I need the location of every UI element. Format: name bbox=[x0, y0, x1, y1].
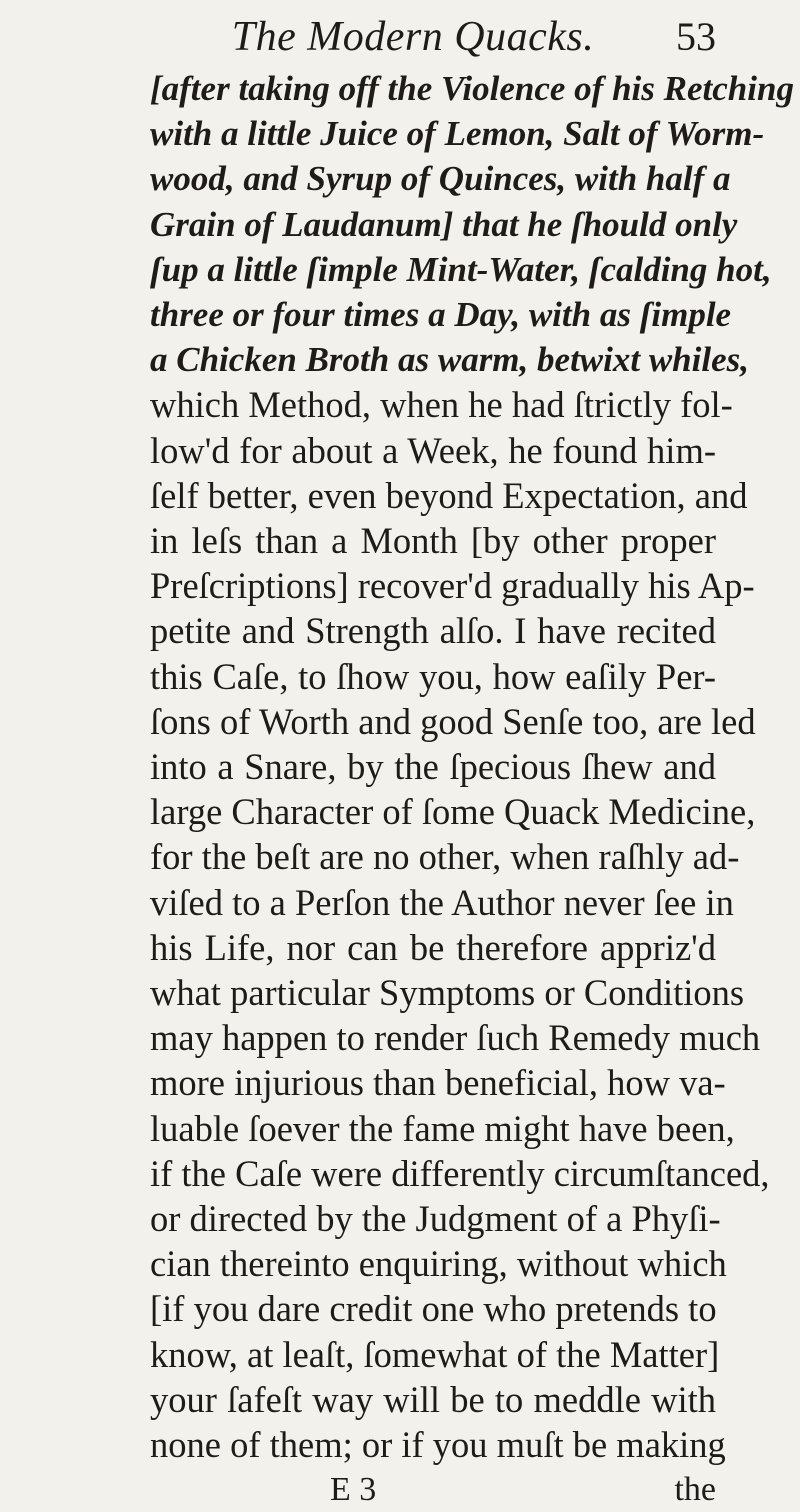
text-line: Preſcriptions] recover'd gradually his Ap- bbox=[150, 565, 755, 607]
text-line: wood, and Syrup of Quinces, with half a bbox=[150, 159, 731, 199]
text-line: ſelf better, even beyond Expectation, and bbox=[150, 474, 748, 516]
text-line: viſed to a Perſon the Author never ſee in bbox=[150, 881, 734, 923]
text-line: a Chicken Broth as warm, betwixt whiles, bbox=[150, 340, 749, 380]
page-number: 53 bbox=[676, 14, 716, 59]
text-line: ſup a little ſimple Mint-Water, ſcalding hot, bbox=[150, 249, 772, 289]
text-line: what particular Symptoms or Conditions bbox=[150, 972, 745, 1014]
text-line: know, at leaſt, ſomewhat of the Matter] bbox=[150, 1333, 720, 1375]
text-line: may happen to render ſuch Remedy much bbox=[150, 1017, 761, 1059]
page-header bbox=[150, 4, 716, 66]
text-line: none of them; or if you muſt be making bbox=[150, 1424, 726, 1466]
body-text bbox=[150, 66, 794, 1467]
text-line: which Method, when he had ſtrictly fol- bbox=[150, 384, 733, 426]
text-line: or directed by the Judgment of a Phyſi- bbox=[150, 1198, 721, 1240]
text-line: low'd for about a Week, he found him- bbox=[150, 429, 716, 471]
catchword: the bbox=[674, 1471, 716, 1509]
text-line: petite and Strength alſo. I have recited bbox=[150, 610, 716, 652]
text-line: [after taking off the Violence of his Retching bbox=[150, 69, 794, 108]
signature-mark: E 3 bbox=[330, 1471, 377, 1509]
text-line: if the Caſe were differently circumſtanced, bbox=[150, 1152, 770, 1194]
text-line: for the beſt are no other, when raſhly ad- bbox=[150, 836, 740, 878]
text-line: his Life, nor can be therefore appriz'd bbox=[150, 926, 716, 968]
text-line: large Character of ſome Quack Medicine, bbox=[150, 791, 756, 833]
text-line: in leſs than a Month [by other proper bbox=[150, 520, 716, 562]
book-page bbox=[0, 4, 800, 1509]
text-line: with a little Juice of Lemon, Salt of Worm- bbox=[150, 114, 765, 154]
running-head: The Modern Quacks. bbox=[231, 14, 595, 60]
text-line: into a Snare, by the ſpecious ſhew and bbox=[150, 746, 716, 788]
text-line: cian thereinto enquiring, without which bbox=[150, 1243, 727, 1285]
text-line: more injurious than beneficial, how va- bbox=[150, 1062, 726, 1104]
text-line: ſons of Worth and good Senſe too, are led bbox=[150, 700, 756, 742]
text-line: three or four times a Day, with as ſimple bbox=[150, 295, 732, 335]
text-line: [if you dare credit one who pretends to bbox=[150, 1288, 717, 1330]
text-line: Grain of Laudanum] that he ſhould only bbox=[150, 204, 738, 244]
text-line: this Caſe, to ſhow you, how eaſily Per- bbox=[150, 655, 716, 697]
text-line: luable ſoever the fame might have been, bbox=[150, 1107, 735, 1149]
text-line: your ſafeſt way will be to meddle with bbox=[150, 1378, 716, 1420]
page-footer bbox=[150, 1467, 716, 1512]
